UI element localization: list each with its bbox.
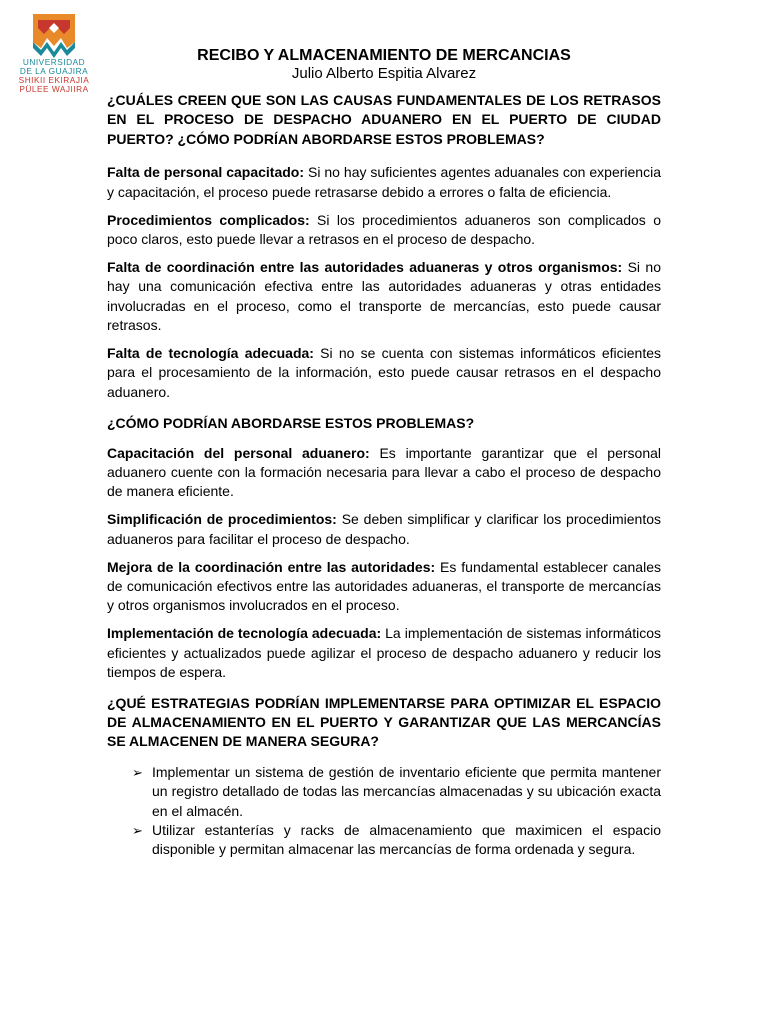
solution-paragraph <box>107 444 661 502</box>
list-item <box>107 821 661 860</box>
solution-paragraph <box>107 624 661 682</box>
strategy-text: Implementar un sistema de gestión de inventario eficiente que permita mantener un registro detallado de todas las mercancías almacenadas y su ubicación exacta en el almacén. <box>152 763 661 819</box>
document-header <box>107 46 661 83</box>
document-body <box>107 91 661 860</box>
university-logo <box>14 8 94 98</box>
cause-text: Si los procedimientos aduaneros son complicados o poco claros, esto puede llevar a retrasos en el proceso de despacho. <box>107 211 661 247</box>
cause-paragraph <box>107 344 661 402</box>
question-2: ¿CÓMO PODRÍAN ABORDARSE ESTOS PROBLEMAS? <box>107 415 475 432</box>
solution-label: Capacitación del personal aduanero: <box>107 444 370 461</box>
cause-text: Si no hay una comunicación efectiva entre las autoridades aduaneras y otras entidades involucradas en el proceso, como el transporte de mercancías, esto puede causar retrasos. <box>107 258 661 334</box>
document-author: Julio Alberto Espitia Alvarez <box>291 65 477 82</box>
logo-text-line2: DE LA GUAJIRA <box>19 66 89 76</box>
solution-text: Se deben simplificar y clarificar los procedimientos aduaneros para facilitar el proceso de despacho. <box>107 511 661 547</box>
arrow-bullet-icon: ➢ <box>132 764 143 780</box>
question-3: ¿QUÉ ESTRATEGIAS PODRÍAN IMPLEMENTARSE PARA OPTIMIZAR EL ESPACIO DE ALMACENAMIENTO EN EL PUERTO Y GARANTIZAR QUE LAS MERCANCÍAS SE ALMACENEN DE MANERA SEGURA? <box>107 694 661 750</box>
cause-paragraph <box>107 163 661 202</box>
cause-paragraph <box>107 258 661 336</box>
question-1: ¿CUÁLES CREEN QUE SON LAS CAUSAS FUNDAMENTALES DE LOS RETRASOS EN EL PROCESO DE DESPACHO ADUANERO EN EL PUERTO DE CIUDAD PUERTO? ¿CÓMO PODRÍAN ABORDARSE ESTOS PROBLEMAS? <box>107 92 661 147</box>
solution-text: Es importante garantizar que el personal aduanero cuente con la formación necesaria para llevar a cabo el proceso de despacho de manera eficiente. <box>107 444 661 500</box>
logo-text-line4: PÜLEE WAJIIRA <box>19 84 89 94</box>
arrow-bullet-icon: ➢ <box>132 823 143 838</box>
solution-paragraph <box>107 558 661 616</box>
cause-paragraph <box>107 211 661 250</box>
cause-label: Falta de tecnología adecuada: <box>107 344 314 361</box>
document-title: RECIBO Y ALMACENAMIENTO DE MERCANCIAS <box>197 47 571 64</box>
cause-label: Falta de coordinación entre las autoridades aduaneras y otros organismos: <box>107 258 623 275</box>
logo-text-line1: UNIVERSIDAD <box>22 57 86 67</box>
cause-label: Falta de personal capacitado: <box>107 164 305 181</box>
list-item <box>107 763 661 821</box>
solution-text: Es fundamental establecer canales de comunicación efectivos entre las autoridades aduaneras, el transporte de mercancías y otros organismos involucrados en el proceso. <box>107 558 661 614</box>
solution-label: Mejora de la coordinación entre las autoridades: <box>107 558 436 575</box>
logo-text-line3: SHIKII EKIRAJIA <box>18 75 90 85</box>
cause-label: Procedimientos complicados: <box>107 211 310 228</box>
solution-text: La implementación de sistemas informáticos eficientes y actualizados puede agilizar el proceso de despacho aduanero y reducir los tiempos de espera. <box>107 625 662 681</box>
solution-label: Implementación de tecnología adecuada: <box>107 625 382 642</box>
solution-label: Simplificación de procedimientos: <box>107 511 337 528</box>
solution-paragraph <box>107 510 661 549</box>
cause-text: Si no hay suficientes agentes aduanales con experiencia y capacitación, el proceso puede retrasarse debido a errores o falta de eficiencia. <box>107 164 661 200</box>
university-emblem-icon <box>29 8 79 58</box>
cause-text: Si no se cuenta con sistemas informáticos eficientes para el procesamiento de la información, esto puede causar retrasos en el despacho aduanero. <box>107 344 662 400</box>
strategy-list <box>107 763 661 860</box>
strategy-text: Utilizar estanterías y racks de almacenamiento que maximicen el espacio disponible y permitan almacenar las mercancías de forma ordenada y segura. <box>152 822 661 858</box>
